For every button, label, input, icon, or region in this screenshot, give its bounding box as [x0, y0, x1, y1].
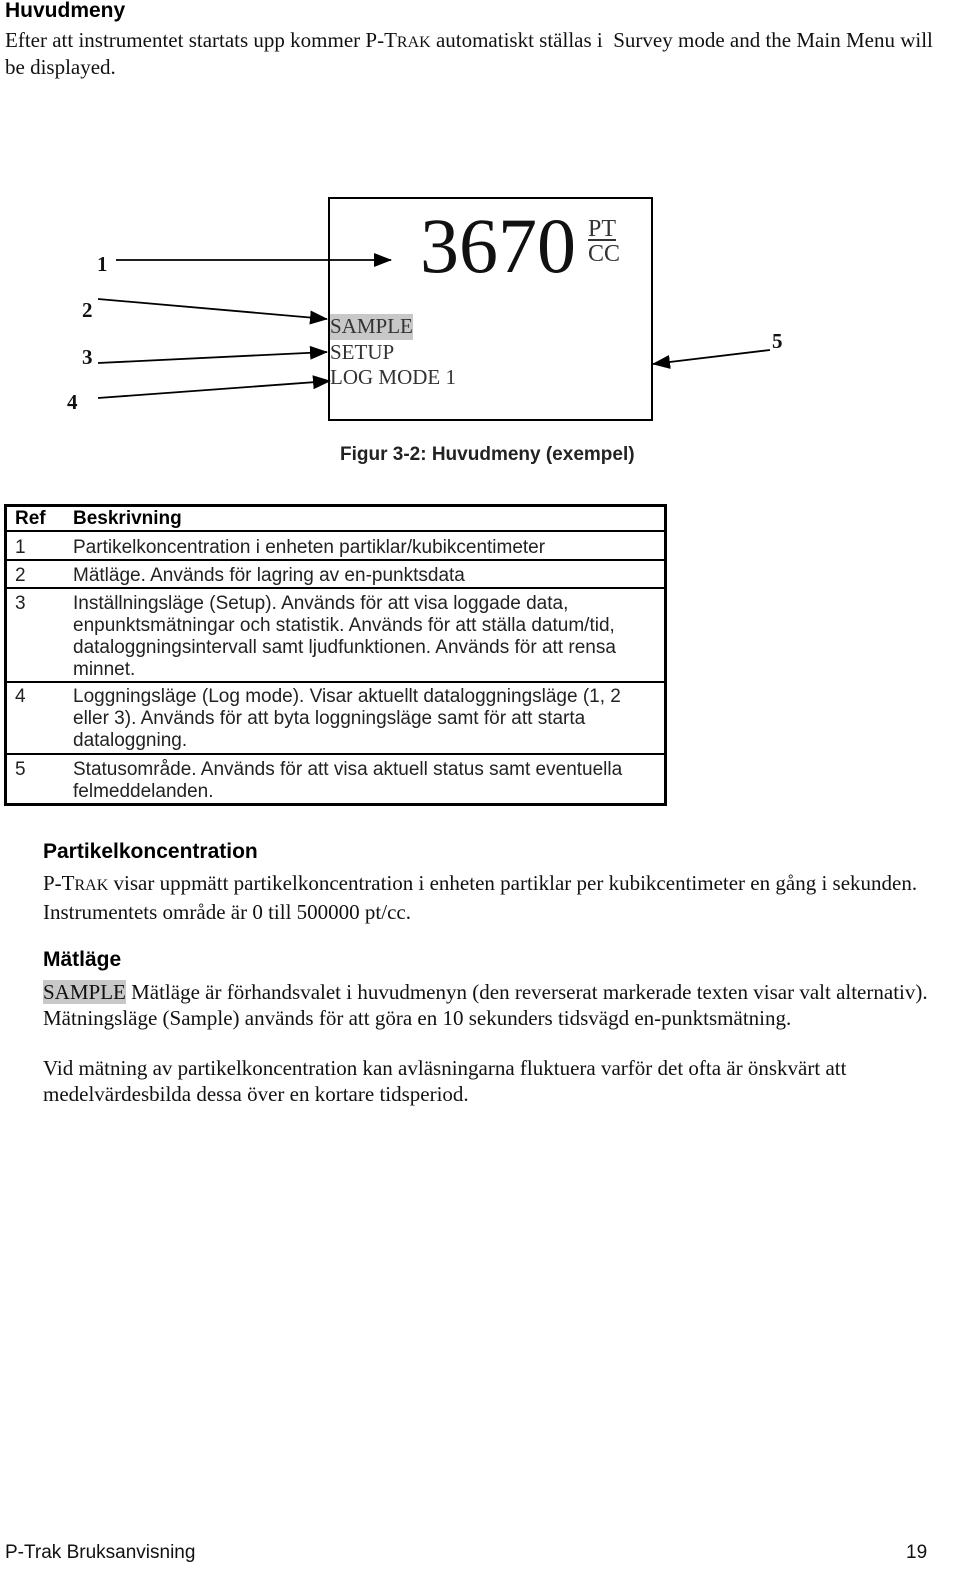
paragraph-line: Vid mätning av partikelkoncentration kan avläsningarna fluktuera varför det ofta är önskvärt att — [43, 1056, 847, 1080]
column-header-ref: Ref — [15, 508, 46, 529]
callout-label-3: 3 — [82, 345, 93, 369]
table-cell-ref: 3 — [15, 593, 26, 614]
main-menu-list — [330, 314, 456, 391]
brand-name-prefix: P-T — [43, 871, 75, 895]
table-header-row — [7, 507, 664, 532]
brand-name-prefix: P-T — [365, 28, 397, 52]
callout-arrow-3 — [98, 352, 327, 363]
figure-caption: Figur 3-2: Huvudmeny (exempel) — [340, 444, 635, 465]
highlighted-menu-word: SAMPLE — [43, 980, 126, 1004]
table-cell-ref: 4 — [15, 686, 26, 707]
footer-document-title: P-Trak Bruksanvisning — [5, 1542, 196, 1563]
concentration-reading: 3670 — [420, 202, 576, 289]
table-cell-ref: 5 — [15, 759, 26, 780]
brand-name-smallcaps: RAK — [396, 34, 431, 51]
particle-concentration-paragraph — [43, 870, 917, 925]
table-cell-line: Mätläge. Används för lagring av en-punktsdata — [73, 565, 465, 586]
table-cell-ref: 1 — [15, 537, 26, 558]
table-cell-line: Inställningsläge (Setup). Används för att visa loggade data, — [73, 593, 569, 614]
section-heading-particle-concentration: Partikelkoncentration — [43, 840, 258, 863]
menu-item-sample: SAMPLE — [330, 314, 413, 338]
menu-item-log-mode: LOG MODE 1 — [330, 365, 456, 389]
unit-numerator: PT — [588, 216, 617, 242]
table-cell-ref: 2 — [15, 565, 26, 586]
intro-text-before: Efter att instrumentet startats upp kommer — [5, 28, 366, 52]
table-cell-line: Loggningsläge (Log mode). Visar aktuellt dataloggningsläge (1, 2 — [73, 686, 621, 707]
sample-mode-paragraph — [43, 979, 928, 1031]
table-cell-line: enpunktsmätningar och statistik. Används för att ställa datum/tid, — [73, 615, 615, 636]
fluctuation-paragraph — [43, 1055, 846, 1107]
table-cell-line: Statusområde. Används för att visa aktuell status samt eventuella — [73, 759, 623, 780]
footer-page-number: 19 — [906, 1542, 928, 1563]
callout-label-5: 5 — [772, 329, 783, 353]
unit-denominator: CC — [588, 241, 621, 267]
paragraph-line — [43, 979, 928, 1005]
page-title: Huvudmeny — [5, 0, 126, 22]
callout-label-2: 2 — [82, 298, 93, 322]
table-cell-line: eller 3). Används för att byta loggningsläge samt för att starta — [73, 708, 586, 729]
paragraph-line: Instrumentets område är 0 till 500000 pt/cc. — [43, 900, 411, 924]
menu-item-setup: SETUP — [330, 339, 395, 364]
table-row — [7, 561, 664, 589]
table-row — [7, 683, 664, 755]
intro-line-2: be displayed. — [5, 55, 116, 79]
table-cell-line: Partikelkoncentration i enheten partiklar/kubikcentimeter — [73, 537, 546, 558]
table-cell-description — [73, 686, 664, 753]
callout-label-1: 1 — [97, 252, 108, 276]
column-header-description: Beskrivning — [73, 508, 182, 529]
paragraph-line: Mätningsläge (Sample) används för att göra en 10 sekunders tidsvägd en-punktsmätning. — [43, 1006, 792, 1030]
callout-label-4: 4 — [67, 390, 78, 414]
table-cell-description — [73, 593, 664, 681]
table-row — [7, 755, 664, 803]
table-cell-description — [73, 565, 664, 587]
paragraph-text: visar uppmätt partikelkoncentration i enheten partiklar per kubikcentimeter en gång i sekunden. — [108, 871, 918, 895]
callout-arrow-4 — [98, 381, 330, 398]
callout-arrow-5 — [653, 350, 770, 364]
table-cell-line: minnet. — [73, 659, 136, 680]
reference-table — [4, 504, 667, 806]
table-row — [7, 532, 664, 561]
section-heading-sample-mode: Mätläge — [43, 948, 122, 971]
paragraph-line — [43, 870, 917, 899]
instrument-display — [328, 197, 653, 421]
table-cell-description — [73, 759, 664, 803]
paragraph-text: Mätläge är förhandsvalet i huvudmenyn (den reverserat markerade texten visar valt alternativ). — [125, 980, 928, 1004]
intro-text-after: automatiskt ställas i Survey mode and the Main Menu will — [430, 28, 933, 52]
table-cell-line: dataloggningsintervall samt ljudfunktionen. Används för att rensa — [73, 637, 616, 658]
table-cell-description — [73, 537, 664, 559]
brand-name-smallcaps: RAK — [74, 877, 109, 894]
callout-arrow-2 — [98, 299, 327, 319]
table-cell-line: dataloggning. — [73, 730, 188, 751]
table-row — [7, 589, 664, 683]
paragraph-line: medelvärdesbilda dessa över en kortare tidsperiod. — [43, 1082, 469, 1106]
table-cell-line: felmeddelanden. — [73, 781, 214, 802]
